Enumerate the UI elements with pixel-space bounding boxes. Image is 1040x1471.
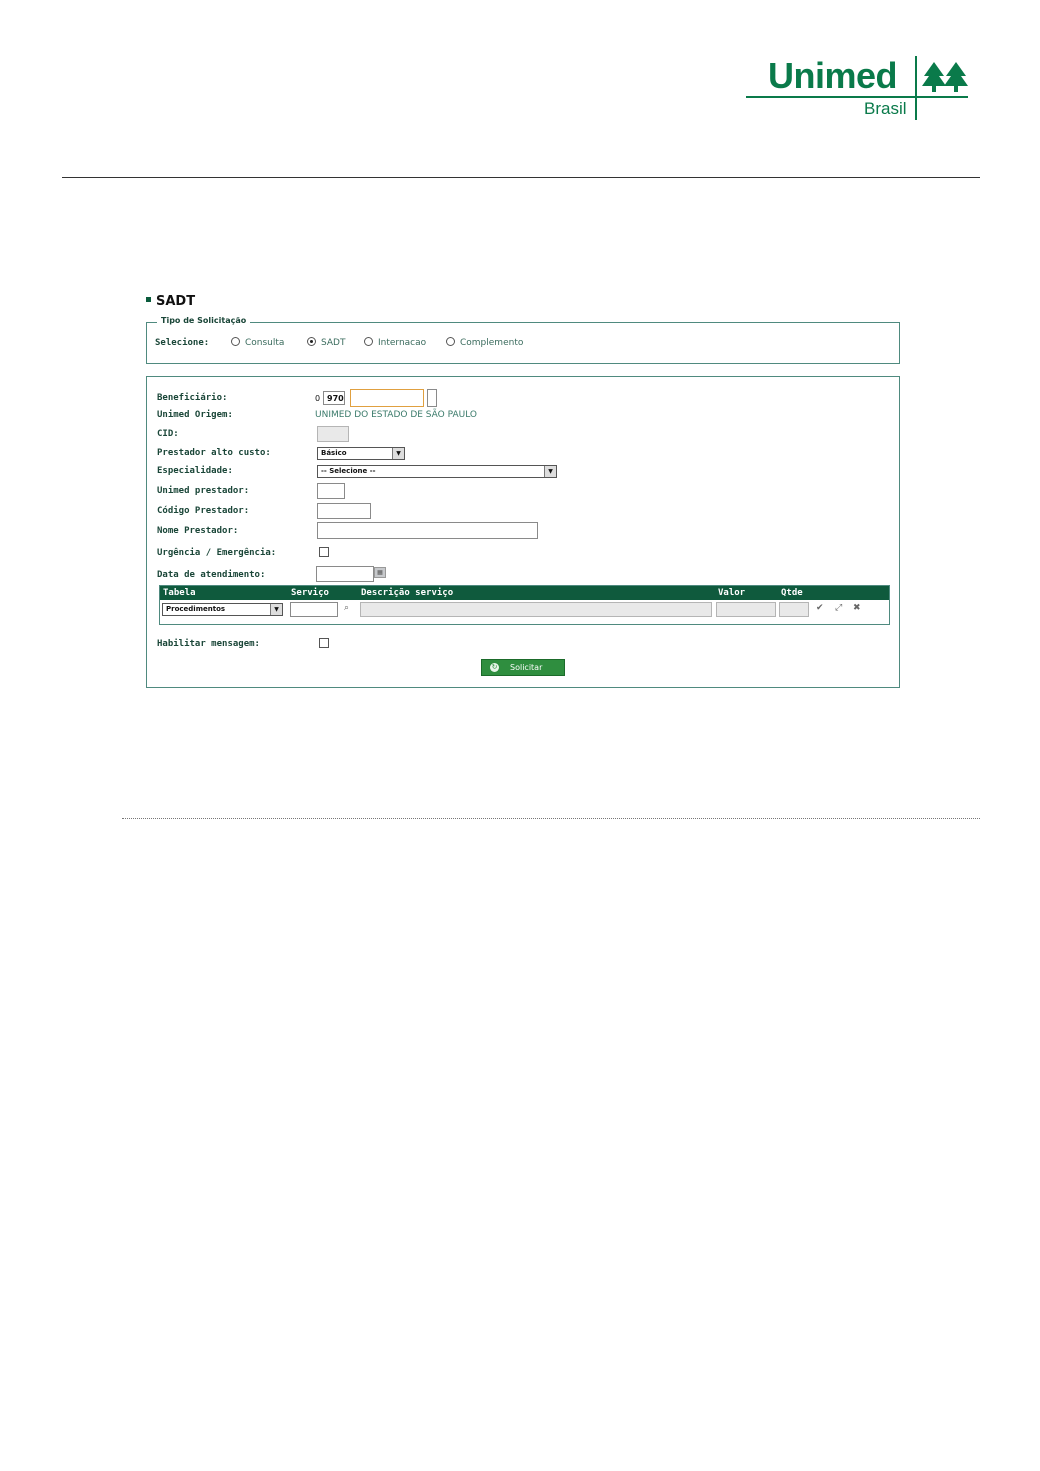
chevron-down-icon[interactable]: ▼ [392, 448, 404, 459]
nome-prestador-label: Nome Prestador: [157, 526, 239, 536]
servicos-table [159, 585, 890, 625]
nome-prestador-field[interactable] [317, 522, 538, 539]
refresh-icon: ↻ [491, 663, 498, 671]
header-rule [62, 177, 980, 178]
square-bullet-icon [146, 297, 151, 302]
logo-divider [746, 96, 968, 98]
table-header [160, 586, 889, 600]
radio-internacao-label: Internacao [378, 338, 427, 348]
tipo-solicitacao-group [146, 316, 900, 364]
prestador-alto-custo-value: Básico [321, 449, 347, 457]
beneficiario-prefix: 0 [315, 394, 321, 403]
qtde-field[interactable] [779, 602, 809, 617]
radio-button-icon[interactable] [364, 337, 373, 346]
urgencia-label: Urgência / Emergência: [157, 548, 277, 558]
tabela-select[interactable] [162, 603, 283, 616]
selecione-label: Selecione: [155, 338, 210, 348]
radio-complemento[interactable] [446, 338, 523, 348]
especialidade-value: -- Selecione -- [321, 467, 376, 475]
radio-button-icon[interactable] [446, 337, 455, 346]
codigo-prestador-field[interactable] [317, 503, 371, 519]
origem-label: Unimed Origem: [157, 410, 233, 420]
habilitar-checkbox[interactable] [319, 638, 329, 648]
tabela-value: Procedimentos [166, 605, 226, 613]
beneficiario-code-field[interactable] [323, 391, 345, 405]
chevron-down-icon[interactable]: ▼ [270, 604, 282, 615]
cid-field[interactable] [317, 426, 349, 442]
data-atendimento-label: Data de atendimento: [157, 570, 266, 580]
edit-icon[interactable]: ⤢ [835, 603, 843, 613]
solicitar-button[interactable] [481, 659, 565, 676]
beneficiario-code-value: 970 [327, 394, 344, 403]
unimed-prestador-field[interactable] [317, 483, 345, 499]
logo-wordmark: Unimed [768, 55, 898, 96]
footer-rule [122, 818, 980, 819]
col-descricao: Descrição serviço [361, 588, 454, 598]
especialidade-label: Especialidade: [157, 466, 233, 476]
habilitar-label: Habilitar mensagem: [157, 639, 260, 649]
col-tabela: Tabela [163, 588, 196, 598]
servico-field[interactable] [290, 602, 338, 617]
col-servico: Serviço [291, 588, 329, 598]
radio-internacao[interactable] [364, 338, 426, 348]
codigo-prestador-label: Código Prestador: [157, 506, 250, 516]
radio-button-icon[interactable] [231, 337, 240, 346]
pine-trees-icon [922, 60, 968, 94]
unimed-prestador-label: Unimed prestador: [157, 486, 250, 496]
solicitar-label: Solicitar [510, 663, 543, 672]
sadt-form [146, 376, 900, 688]
check-icon[interactable]: ✔ [816, 603, 824, 613]
cid-label: CID: [157, 429, 179, 439]
page-title-text: SADT [156, 294, 196, 309]
calendar-icon[interactable]: ▦ [374, 567, 386, 578]
beneficiario-number-field[interactable] [350, 389, 424, 407]
beneficiario-label: Beneficiário: [157, 393, 228, 403]
prestador-alto-custo-select[interactable] [317, 447, 405, 460]
urgencia-checkbox[interactable] [319, 547, 329, 557]
descricao-field[interactable] [360, 602, 712, 617]
chevron-down-icon[interactable]: ▼ [544, 466, 556, 477]
search-icon[interactable]: ⌕ [344, 603, 350, 613]
radio-sadt-label: SADT [321, 338, 346, 348]
beneficiario-digit-field[interactable] [427, 389, 437, 407]
page-title [146, 294, 195, 309]
radio-sadt[interactable] [307, 338, 345, 348]
unimed-logo [746, 56, 970, 122]
radio-consulta[interactable] [231, 338, 284, 348]
logo-vertical-divider [915, 56, 917, 120]
radio-complemento-label: Complemento [460, 338, 524, 348]
prestador-alto-custo-label: Prestador alto custo: [157, 448, 271, 458]
radio-consulta-label: Consulta [245, 338, 285, 348]
tipo-legend: Tipo de Solicitação [157, 316, 250, 325]
especialidade-select[interactable] [317, 465, 557, 478]
close-icon[interactable]: ✖ [853, 603, 861, 613]
col-qtde: Qtde [781, 588, 803, 598]
sadt-panel [138, 290, 910, 700]
col-valor: Valor [718, 588, 746, 598]
radio-button-selected-icon[interactable] [307, 337, 316, 346]
data-atendimento-field[interactable] [316, 566, 374, 582]
valor-field[interactable] [716, 602, 776, 617]
origem-value: UNIMED DO ESTADO DE SÃO PAULO [315, 410, 477, 420]
logo-subtitle: Brasil [864, 99, 907, 118]
